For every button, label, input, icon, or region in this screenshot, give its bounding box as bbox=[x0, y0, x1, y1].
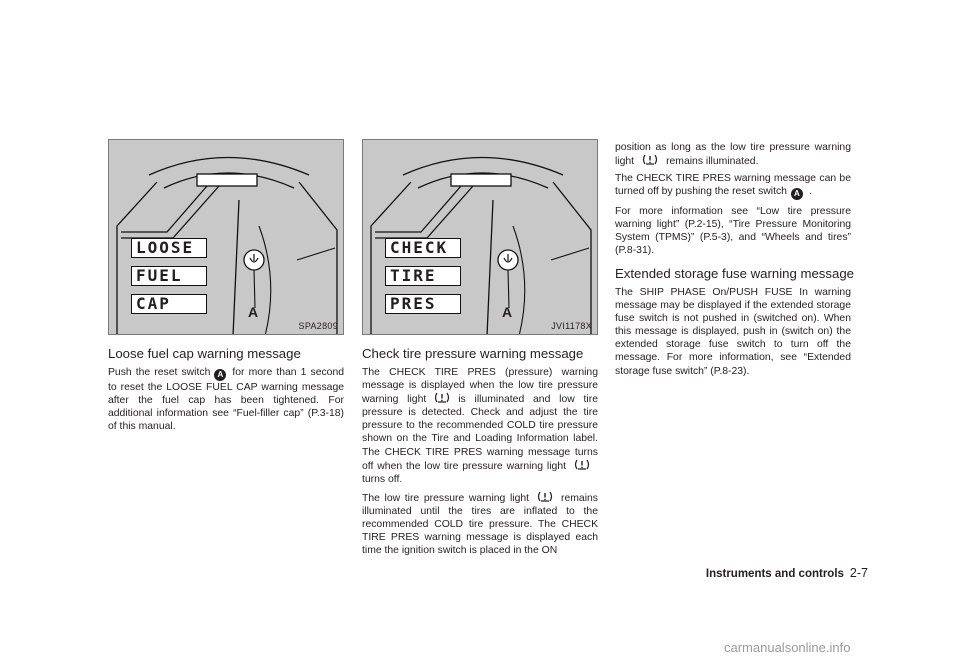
callout-a-label: A bbox=[502, 304, 513, 320]
tire-pressure-warning-icon bbox=[642, 154, 658, 165]
lcd-line-1: LOOSE bbox=[131, 238, 207, 258]
check-tire-pressure-paragraph-1 bbox=[362, 366, 598, 486]
check-tire-pressure-heading: Check tire pressure warning message bbox=[362, 346, 584, 361]
tire-pressure-warning-icon bbox=[434, 392, 450, 403]
page-footer bbox=[706, 566, 868, 580]
reset-switch-a-icon: A bbox=[791, 188, 803, 200]
extended-storage-fuse-heading: Extended storage fuse warning message bbox=[615, 266, 854, 281]
lcd-line-3: CAP bbox=[131, 294, 207, 314]
tire-pressure-warning-icon bbox=[537, 491, 553, 502]
figure-check-tire-pres bbox=[362, 139, 598, 335]
col3-paragraph-1 bbox=[615, 141, 851, 168]
text-segment: for more than 1 second to reset the LOOSE FUEL CAP warning message after the fuel cap has been tightened. For additional information see “Fuel-filler cap” (P.3-18) of this manual. bbox=[108, 367, 344, 433]
lcd-line-2: FUEL bbox=[131, 266, 207, 286]
extended-storage-fuse-paragraph: The SHIP PHASE On/PUSH FUSE In warning message may be displayed if the extended storage fuse switch is not pushed in (switched on). When this message is displayed, push in (switch on) the extended storage fuse switch to turn off the message. For more information, see “Extended storage fuse switch” (P.8-23). bbox=[615, 287, 851, 377]
text-segment: . bbox=[808, 186, 812, 198]
section-title: Instruments and controls bbox=[705, 568, 844, 580]
text-segment: The CHECK TIRE PRES (pressure) warning message is displayed when the low tire pressure warning light bbox=[362, 367, 598, 406]
check-tire-pressure-paragraph-2 bbox=[362, 491, 598, 557]
callout-a-label: A bbox=[248, 304, 259, 320]
page-number: 2-7 bbox=[849, 566, 868, 580]
col3-paragraph-3: For more information see “Low tire pressure warning light” (P.2-15), “Tire Pressure Monitoring System (TPMS)” (P.5-3), and “Wheels and tires” (P.8-31). bbox=[615, 206, 851, 257]
text-segment: The CHECK TIRE PRES warning message can be turned off by pushing the reset switch bbox=[615, 173, 851, 198]
text-segment: Push the reset switch bbox=[108, 367, 211, 378]
text-segment: is illuminated and low tire pressure is detected. Check and adjust the tire pressure to the recommended COLD tire pressure shown on the Tire and Loading Information label. The CHECK TIRE PRES warning message turns off when the low tire pressure warning light bbox=[362, 394, 598, 472]
text-segment: The low tire pressure warning light bbox=[362, 493, 530, 504]
figure-code: SPA2809 bbox=[298, 321, 338, 331]
watermark: carmanualsonline.info bbox=[724, 640, 851, 655]
lcd-line-3: PRES bbox=[385, 294, 461, 314]
lcd-line-1: CHECK bbox=[385, 238, 461, 258]
text-segment: position as long as the low tire pressure warning light bbox=[615, 142, 851, 168]
figure-code: JVI1178X bbox=[551, 321, 592, 331]
loose-fuel-cap-paragraph bbox=[108, 366, 344, 433]
text-segment: turns off. bbox=[362, 473, 403, 485]
figure-loose-fuel-cap bbox=[108, 139, 344, 335]
lcd-line-2: TIRE bbox=[385, 266, 461, 286]
col3-paragraph-2 bbox=[615, 172, 851, 200]
loose-fuel-cap-heading: Loose fuel cap warning message bbox=[108, 346, 301, 361]
reset-switch-a-icon: A bbox=[214, 369, 226, 381]
text-segment: remains illuminated until the tires are inflated to the recommended COLD tire pressure. The CHECK TIRE PRES warning message is displayed each time the ignition switch is placed in the ON bbox=[362, 493, 598, 557]
text-segment: remains illuminated. bbox=[666, 156, 759, 168]
tire-pressure-warning-icon bbox=[574, 459, 590, 470]
